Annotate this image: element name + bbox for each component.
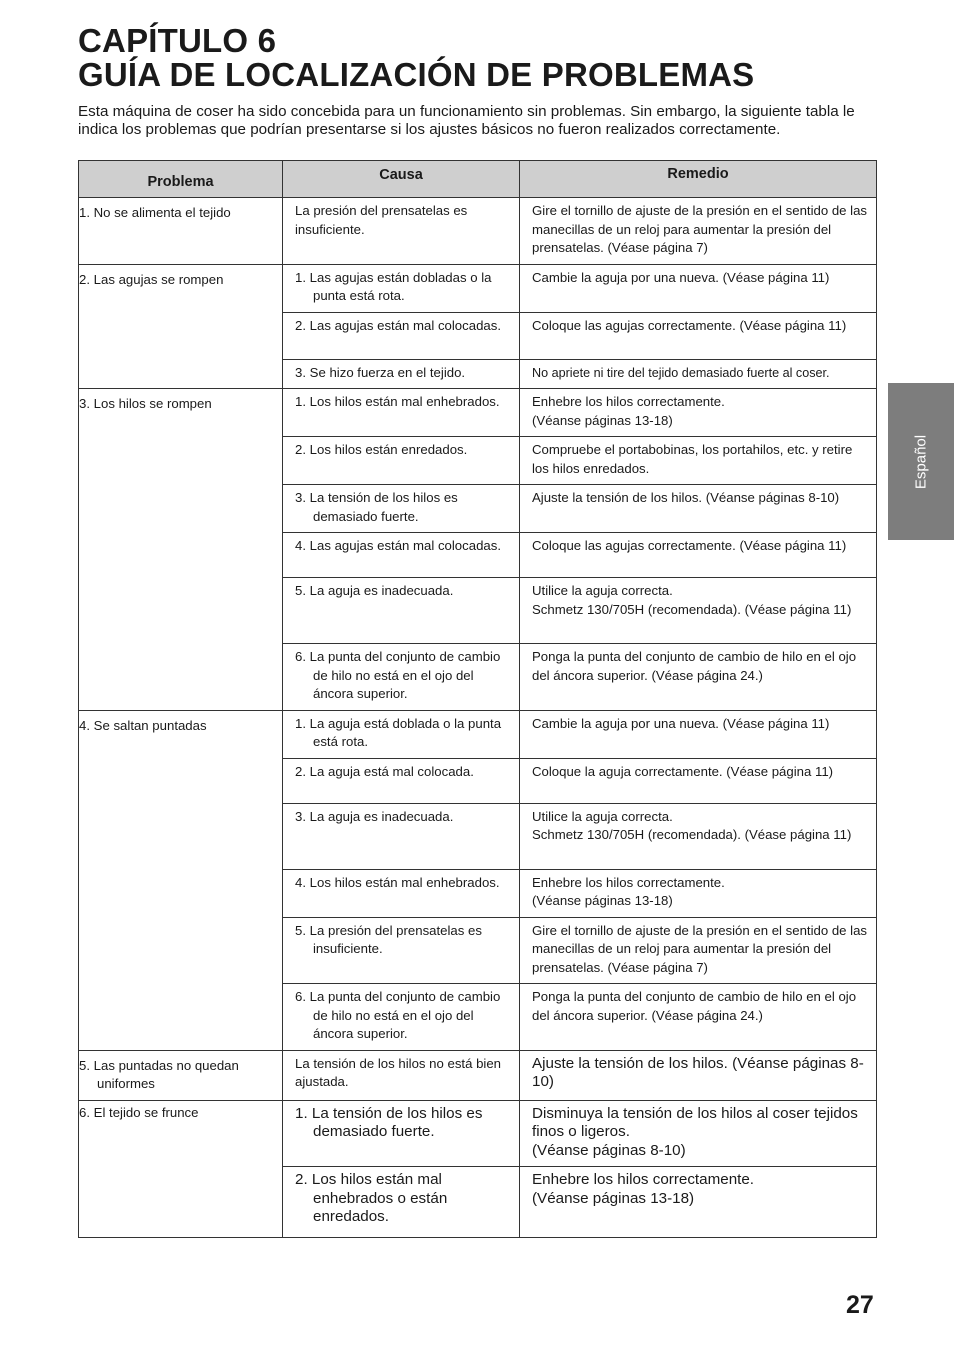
problem-text: 4. Se saltan puntadas bbox=[79, 717, 207, 733]
remedy-reference: (Véanse páginas 13-18) bbox=[532, 1189, 695, 1207]
table-row bbox=[79, 710, 877, 758]
remedy-cell bbox=[520, 644, 877, 711]
cause-text: 3. La tensión de los hilos es demasiado fuerte. bbox=[295, 490, 458, 524]
header-cause: Causa bbox=[283, 161, 520, 198]
cause-text: La presión del prensatelas es insuficiente. bbox=[295, 203, 468, 237]
cause-text: 3. Se hizo fuerza en el tejido. bbox=[295, 364, 466, 380]
remedy-text: Ajuste la tensión de los hilos. (Véanse páginas 8-10) bbox=[532, 1054, 864, 1090]
remedy-text: Ponga la punta del conjunto de cambio de hilo en el ojo del áncora superior. (Véase página 24.) bbox=[532, 989, 857, 1023]
remedy-cell bbox=[520, 578, 877, 644]
table-row bbox=[79, 1050, 877, 1100]
remedy-reference: (Véanse páginas 8-10) bbox=[532, 1141, 686, 1159]
cause-cell bbox=[283, 984, 520, 1051]
remedy-text: Coloque las agujas correctamente. (Véase página 11) bbox=[532, 538, 847, 553]
remedy-text: Ajuste la tensión de los hilos. (Véanse páginas 8-10) bbox=[532, 490, 840, 505]
remedy-text: Enhebre los hilos correctamente. bbox=[532, 874, 725, 890]
remedy-text: Compruebe el portabobinas, los portahilos, etc. y retire los hilos enredados. bbox=[532, 442, 853, 476]
cause-cell bbox=[283, 1167, 520, 1238]
cause-text: 2. Las agujas están mal colocadas. bbox=[295, 317, 501, 333]
problem-cell bbox=[79, 198, 283, 265]
remedy-text: Gire el tornillo de ajuste de la presión en el sentido de las manecillas de un reloj para aumentar la presión del prensatelas. (Véase página 7) bbox=[532, 203, 868, 255]
problem-text: 6. El tejido se frunce bbox=[79, 1104, 199, 1120]
remedy-reference: (Véanse páginas 13-18) bbox=[532, 893, 673, 908]
remedy-text: No apriete ni tire del tejido demasiado fuerte al coser. bbox=[532, 365, 830, 380]
chapter-title bbox=[78, 24, 754, 92]
cause-text: 1. La aguja está doblada o la punta está rota. bbox=[295, 715, 502, 749]
cause-cell bbox=[283, 803, 520, 869]
problem-cell bbox=[79, 389, 283, 711]
remedy-cell bbox=[520, 359, 877, 389]
troubleshooting-table bbox=[78, 160, 877, 1238]
remedy-cell bbox=[520, 984, 877, 1051]
cause-cell bbox=[283, 198, 520, 265]
table-row bbox=[79, 389, 877, 437]
cause-cell bbox=[283, 389, 520, 437]
cause-cell bbox=[283, 869, 520, 917]
cause-cell bbox=[283, 264, 520, 312]
chapter-number: CAPÍTULO 6 bbox=[78, 22, 277, 59]
remedy-text: Enhebre los hilos correctamente. bbox=[532, 394, 725, 409]
remedy-reference: Schmetz 130/705H (recomendada). (Véase página 11) bbox=[532, 827, 852, 842]
table-header-row bbox=[79, 161, 877, 198]
remedy-cell bbox=[520, 869, 877, 917]
cause-cell bbox=[283, 312, 520, 359]
remedy-text: Utilice la aguja correcta. bbox=[532, 808, 673, 824]
cause-cell bbox=[283, 578, 520, 644]
intro-paragraph: Esta máquina de coser ha sido concebida para un funcionamiento sin problemas. Sin embargo, la siguiente tabla le indica los problemas que podrían presentarse si los ajustes básicos no fueron realizados correctamente. bbox=[78, 103, 855, 138]
cause-cell bbox=[283, 485, 520, 533]
cause-text: 6. La punta del conjunto de cambio de hilo no está en el ojo del áncora superior. bbox=[295, 989, 501, 1041]
remedy-text: Cambie la aguja por una nueva. (Véase página 11) bbox=[532, 715, 830, 731]
remedy-cell bbox=[520, 198, 877, 265]
cause-text: 3. La aguja es inadecuada. bbox=[295, 808, 454, 824]
cause-text: 2. Los hilos están enredados. bbox=[295, 442, 468, 457]
remedy-cell bbox=[520, 803, 877, 869]
remedy-text: Coloque las agujas correctamente. (Véase página 11) bbox=[532, 317, 847, 333]
remedy-cell bbox=[520, 1050, 877, 1100]
cause-cell bbox=[283, 710, 520, 758]
remedy-cell bbox=[520, 485, 877, 533]
remedy-cell bbox=[520, 533, 877, 578]
remedy-text: Cambie la aguja por una nueva. (Véase página 11) bbox=[532, 269, 830, 285]
remedy-cell bbox=[520, 710, 877, 758]
cause-cell bbox=[283, 758, 520, 803]
remedy-cell bbox=[520, 917, 877, 984]
cause-text: 1. La tensión de los hilos es demasiado fuerte. bbox=[295, 1104, 483, 1140]
remedy-cell bbox=[520, 264, 877, 312]
problem-text: 1. No se alimenta el tejido bbox=[79, 205, 231, 220]
problem-text: 2. Las agujas se rompen bbox=[79, 271, 224, 287]
cause-cell bbox=[283, 1050, 520, 1100]
cause-cell bbox=[283, 359, 520, 389]
table-row bbox=[79, 1100, 877, 1167]
header-problem: Problema bbox=[79, 161, 283, 198]
problem-cell bbox=[79, 264, 283, 389]
language-tab bbox=[888, 383, 954, 540]
remedy-reference: (Véanse páginas 13-18) bbox=[532, 412, 673, 428]
remedy-cell bbox=[520, 758, 877, 803]
cause-text: 1. Los hilos están mal enhebrados. bbox=[295, 394, 500, 409]
problem-text: 5. Las puntadas no quedan uniformes bbox=[79, 1057, 239, 1091]
remedy-text: Disminuya la tensión de los hilos al coser tejidos finos o ligeros. bbox=[532, 1104, 858, 1140]
remedy-cell bbox=[520, 389, 877, 437]
cause-cell bbox=[283, 1100, 520, 1167]
cause-text: 1. Las agujas están dobladas o la punta está rota. bbox=[295, 269, 492, 303]
remedy-text: Ponga la punta del conjunto de cambio de hilo en el ojo del áncora superior. (Véase página 24.) bbox=[532, 649, 857, 683]
remedy-text: Utilice la aguja correcta. bbox=[532, 583, 673, 598]
cause-cell bbox=[283, 533, 520, 578]
cause-text: 2. Los hilos están mal enhebrados o están enredados. bbox=[295, 1171, 448, 1225]
problem-cell bbox=[79, 1100, 283, 1238]
problem-text: 3. Los hilos se rompen bbox=[79, 396, 212, 411]
cause-cell bbox=[283, 644, 520, 711]
remedy-cell bbox=[520, 1100, 877, 1167]
header-remedy: Remedio bbox=[520, 161, 877, 198]
table-row bbox=[79, 198, 877, 265]
problem-cell bbox=[79, 710, 283, 1050]
cause-cell bbox=[283, 917, 520, 984]
table-row bbox=[79, 264, 877, 312]
cause-cell bbox=[283, 437, 520, 485]
remedy-cell bbox=[520, 1167, 877, 1238]
page-number: 27 bbox=[846, 1291, 874, 1319]
language-tab-label: Español bbox=[912, 434, 930, 489]
problem-cell bbox=[79, 1050, 283, 1100]
remedy-text: Coloque la aguja correctamente. (Véase página 11) bbox=[532, 763, 834, 779]
cause-text: 4. Los hilos están mal enhebrados. bbox=[295, 874, 500, 890]
chapter-heading: GUÍA DE LOCALIZACIÓN DE PROBLEMAS bbox=[78, 56, 755, 93]
cause-text: La tensión de los hilos no está bien ajustada. bbox=[295, 1055, 502, 1089]
remedy-text: Gire el tornillo de ajuste de la presión en el sentido de las manecillas de un reloj para aumentar la presión del prensatelas. (Véase página 7) bbox=[532, 922, 868, 975]
remedy-cell bbox=[520, 437, 877, 485]
remedy-text: Enhebre los hilos correctamente. bbox=[532, 1171, 755, 1188]
cause-text: 4. Las agujas están mal colocadas. bbox=[295, 538, 501, 553]
cause-text: 5. La presión del prensatelas es insuficiente. bbox=[295, 922, 482, 956]
cause-text: 2. La aguja está mal colocada. bbox=[295, 763, 474, 779]
cause-text: 5. La aguja es inadecuada. bbox=[295, 583, 454, 598]
cause-text: 6. La punta del conjunto de cambio de hilo no está en el ojo del áncora superior. bbox=[295, 649, 501, 701]
remedy-reference: Schmetz 130/705H (recomendada). (Véase página 11) bbox=[532, 601, 852, 617]
remedy-cell bbox=[520, 312, 877, 359]
